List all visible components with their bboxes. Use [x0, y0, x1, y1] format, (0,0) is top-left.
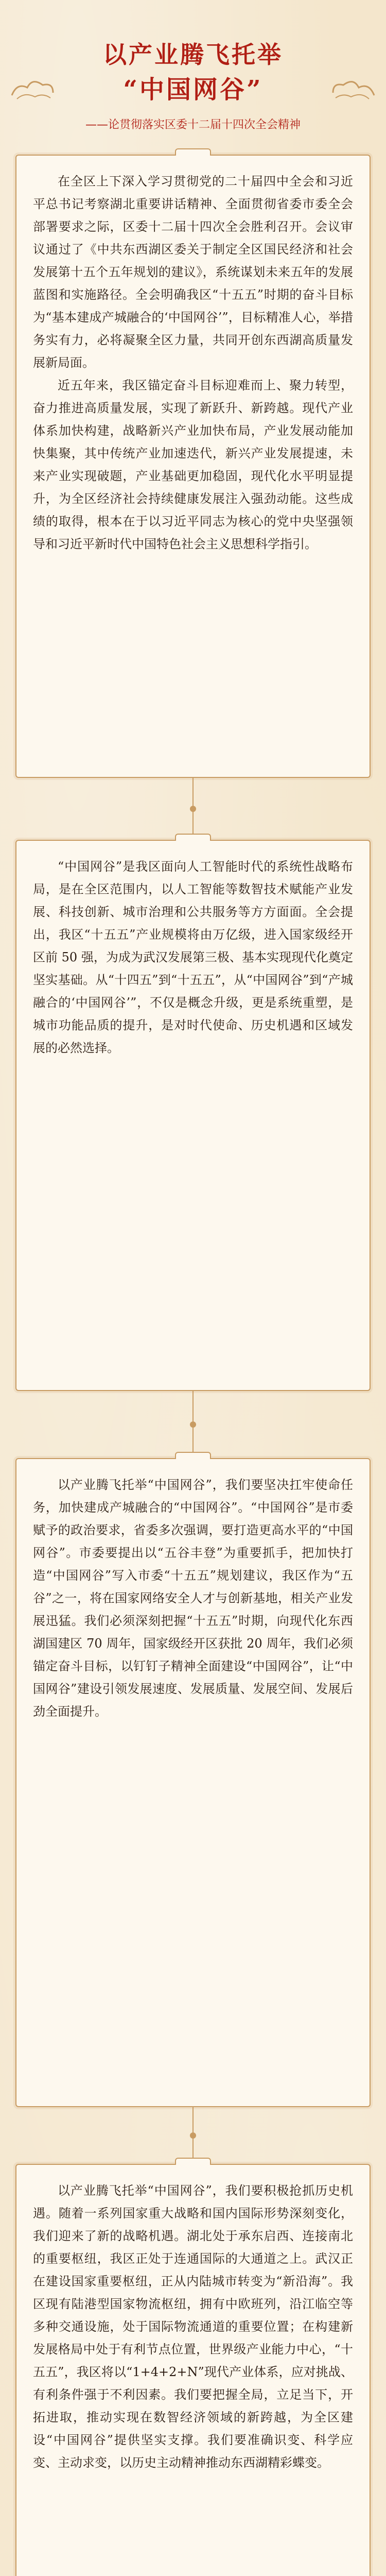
content-card-3 [15, 1458, 371, 2107]
card-tab [175, 148, 211, 156]
card-tab [175, 834, 211, 841]
paragraph: 以产业腾飞托举“中国网谷”，我们要坚决扛牢使命任务，加快建成产城融合的“中国网谷”。“中国网谷”是市委赋予的政治要求，省委多次强调，要打造更高水平的“中国网谷”。市委要提出以“五谷丰登”为重要抓手，把加快打造“中国网谷”写入市委“十五五”规划建议，我区作为“五谷”之一，将在国家网络安全人才与创新基地，相关产业发展迅猛。我们必须深刻把握“十五五”时期，向现代化东西湖国建区 70 周年，国家级经开区获批 20 周年，我们必须锚定奋斗目标，以钉钉子精神全面建设“中国网谷”，让“中国网谷”建设引领发展速度、发展质量、发展空间、发展后劲全面提升。 [33, 1478, 353, 1719]
subheadline: ——论贯彻落实区委十二届十四次全会精神 [85, 118, 301, 131]
paragraph: 在全区上下深入学习贯彻党的二十届四中全会和习近平总书记考察湖北重要讲话精神、全面贯彻省委市委全会部署要求之际，区委十二届十四次全会胜利召开。会议审议通过了《中共东西湖区委关于制定全区国民经济和社会发展第十五个五年规划的建议》，系统谋划未来五年的发展蓝图和实施路径。全会明确我区“十五五”时期的奋斗目标为“基本建成产城融合的‘中国网谷’”，目标精准人心，举措务实有力，必将凝聚全区力量，共同开创东西湖高质量发展新局面。 [33, 174, 353, 370]
headline-line-2: “中国网谷” [123, 75, 263, 104]
tassel-connector-icon [188, 778, 198, 840]
headline-line-1: 以产业腾飞托举 [103, 41, 283, 69]
paragraph: 以产业腾飞托举“中国网谷”，我们要积极抢抓历史机遇。随着一系列国家重大战略和国内国际形势深刻变化，我们迎来了新的战略机遇。湖北处于承东启西、连接南北的重要枢纽，我区正处于连通国际的大通道之上。武汉正在建设国家重要枢纽，正从内陆城市转变为“新沿海”。我区现有陆港型国家物流枢纽，拥有中欧班列，沿江临空等多种交通设施，处于国际物流通道的重要位置；在构建新发展格局中处于有利节点位置，世界级产业能力中心，“十五五”，我区将以“1+4+2+N”现代产业体系，应对挑战、有利条件强于不利因素。我们要把握全局，立足当下，开拓进取，推动实现在数智经济领域的新跨越，为全区建设“中国网谷”提供坚实支撑。我们要准确识变、科学应变、主动求变，以历史主动精神推动东西湖精彩蝶变。 [33, 2183, 353, 2470]
content-card-4 [15, 2164, 371, 2576]
tassel-connector-icon [188, 2107, 198, 2164]
card-tab [175, 1452, 211, 1459]
card-tab [175, 2158, 211, 2165]
paragraph: “中国网谷”是我区面向人工智能时代的系统性战略布局，是在全区范围内，以人工智能等数智技术赋能产业发展、科技创新、城市治理和公共服务等方方面面。全会提出，我区“十五五”产业规模将由万亿级，进入国家级经开区前 50 强，为成为武汉发展第三极、基本实现现代化奠定坚实基础。从“十四五”到“十五五”，从“中国网谷”到“产城融合的‘中国网谷’”，不仅是概念升级，更是系统重塑，是城市功能品质的提升，是对时代使命、历史机遇和区域发展的必然选择。 [33, 859, 353, 1055]
content-card-2 [15, 840, 371, 1391]
tassel-connector-icon [188, 1391, 198, 1458]
paragraph: 近五年来，我区锚定奋斗目标迎难而上、聚力转型，奋力推进高质量发展，实现了新跃升、新跨越。现代产业体系加快构建，战略新兴产业加快布局，产业发展动能加快集聚，其中传统产业加速迭代，新兴产业发展提速，未来产业实现破题，产业基础更加稳固，现代化水平明显提升，为全区经济社会持续健康发展注入强劲动能。这些成绩的取得，根本在于以习近平同志为核心的党中央坚强领导和习近平新时代中国特色社会主义思想科学指引。 [33, 378, 353, 551]
content-card-1 [15, 155, 371, 778]
